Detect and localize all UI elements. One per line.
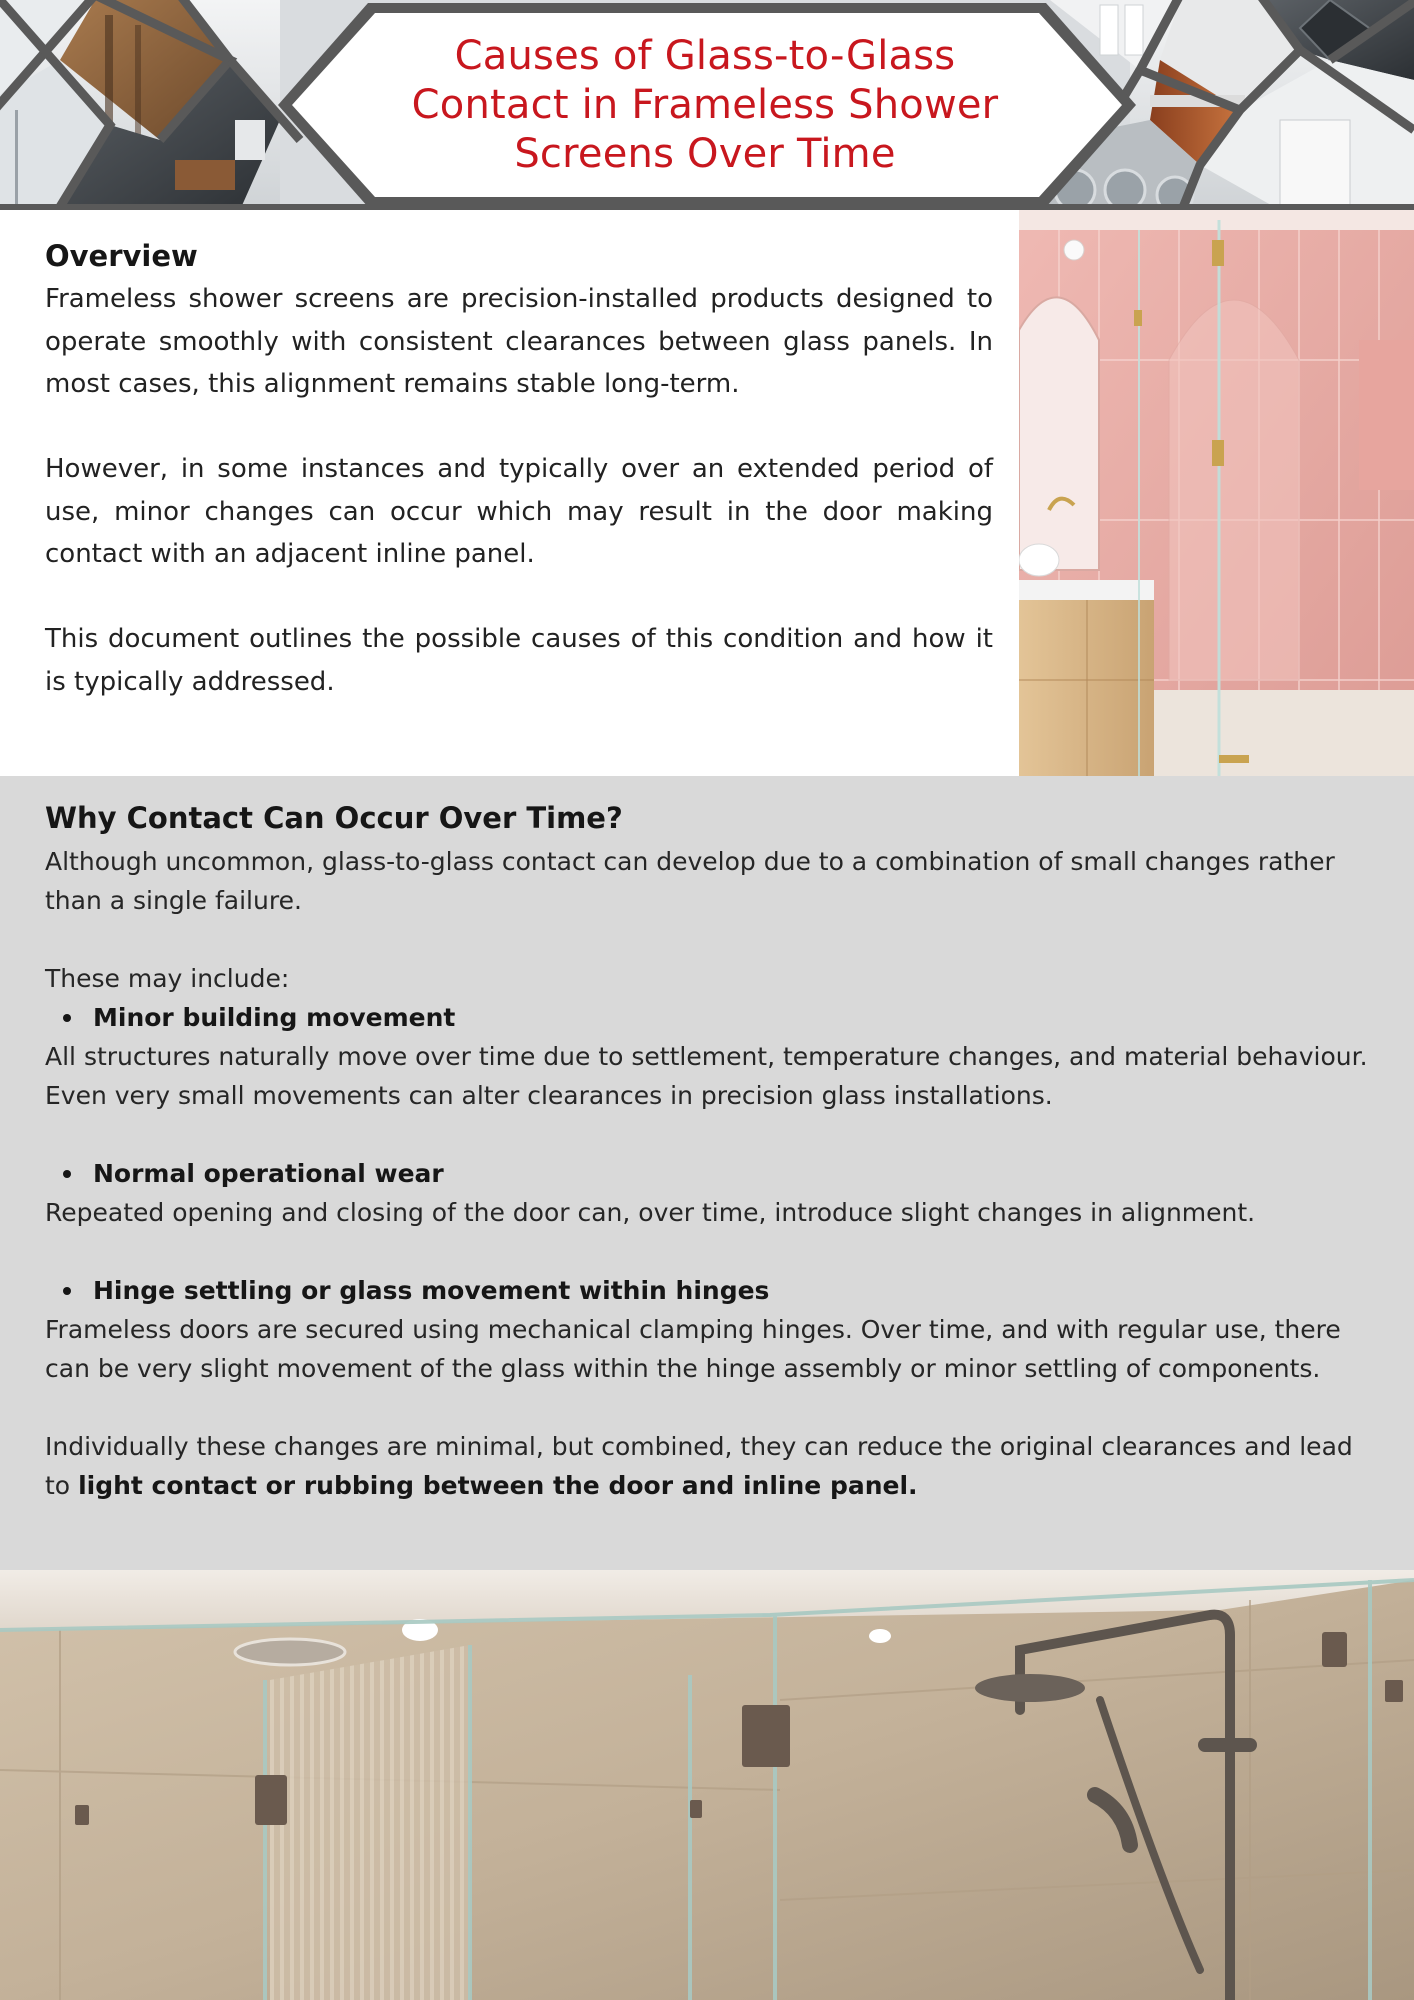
pink-bathroom-photo bbox=[1019, 210, 1414, 776]
rain-shower-head-icon bbox=[975, 1674, 1085, 1702]
causes-list bbox=[45, 998, 1375, 1037]
document-title bbox=[412, 32, 999, 179]
causes-list-3 bbox=[45, 1271, 1375, 1310]
overview-section bbox=[0, 210, 1414, 776]
why-lead-in: These may include: bbox=[45, 964, 290, 993]
why-contact-section bbox=[0, 776, 1414, 1570]
overview-paragraph-1: Frameless shower screens are precision-installed products designed to operate smoothly with consistent clearances between glass panels. In most cases, this alignment remains stable long-term. bbox=[45, 284, 993, 399]
shower-screen-photo bbox=[0, 1570, 1414, 2000]
cause-item-building-movement: Minor building movement bbox=[45, 998, 1375, 1037]
title-line-2: Contact in Frameless Shower bbox=[411, 81, 999, 128]
title-line-3: Screens Over Time bbox=[514, 130, 896, 177]
cause-body-hinge-settling: Frameless doors are secured using mechanical clamping hinges. Over time, and with regular use, there can be very slight movement of the glass within the hinge assembly or minor settling of components. bbox=[45, 1315, 1341, 1383]
why-closing-bold: light contact or rubbing between the door and inline panel. bbox=[78, 1471, 918, 1500]
why-intro: Although uncommon, glass-to-glass contact can develop due to a combination of small changes rather than a single failure. bbox=[45, 847, 1335, 915]
why-heading: Why Contact Can Occur Over Time? bbox=[45, 801, 623, 835]
why-closing bbox=[45, 1427, 1375, 1505]
overview-heading: Overview bbox=[45, 239, 198, 273]
overview-paragraph-2: However, in some instances and typically over an extended period of use, minor changes can occur which may result in the door making contact with an adjacent inline panel. bbox=[45, 454, 993, 569]
why-text bbox=[45, 798, 1375, 1505]
title-line-1: Causes of Glass-to-Glass bbox=[454, 32, 956, 79]
cause-item-operational-wear: Normal operational wear bbox=[45, 1154, 1375, 1193]
hinge bbox=[255, 1775, 287, 1825]
cause-item-hinge-settling: Hinge settling or glass movement within hinges bbox=[45, 1271, 1375, 1310]
fluted-glass-panel bbox=[270, 1645, 470, 2000]
causes-list-2 bbox=[45, 1154, 1375, 1193]
header-banner bbox=[0, 0, 1414, 210]
overview-text bbox=[45, 236, 993, 703]
hinge bbox=[742, 1705, 790, 1767]
title-container bbox=[260, 0, 1150, 210]
why-closing-text: Individually these changes are minimal, but combined, they can reduce the original clearances and lead to bbox=[45, 1432, 1353, 1500]
cause-body-operational-wear: Repeated opening and closing of the door can, over time, introduce slight changes in alignment. bbox=[45, 1198, 1256, 1227]
cause-body-building-movement: All structures naturally move over time due to settlement, temperature changes, and material behaviour. Even very small movements can alter clearances in precision glass installations. bbox=[45, 1042, 1368, 1110]
overview-paragraph-3: This document outlines the possible causes of this condition and how it is typically addressed. bbox=[45, 624, 993, 697]
